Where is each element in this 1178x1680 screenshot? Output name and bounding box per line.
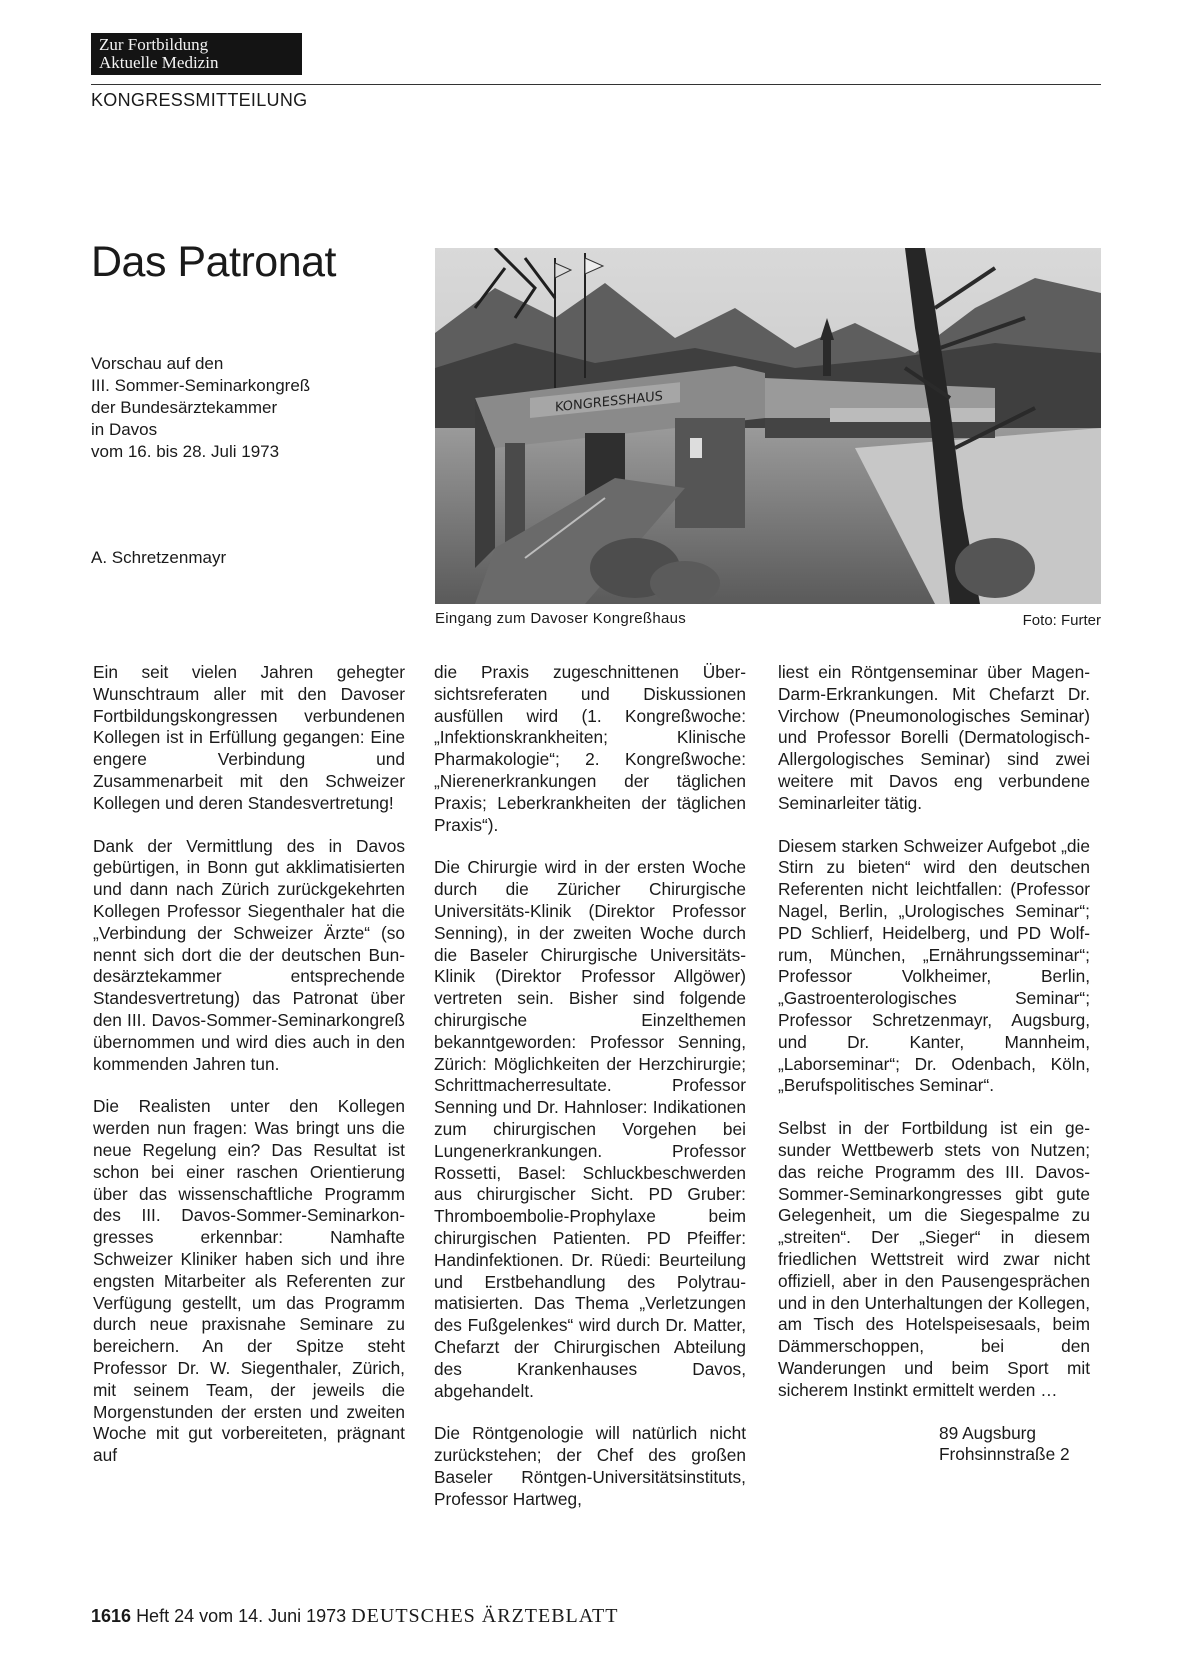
section-label-line2: Aktuelle Medizin: [99, 53, 219, 72]
subtitle-line: vom 16. bis 28. Juli 1973: [91, 442, 280, 461]
paragraph: Die Chirurgie wird in der ersten Woche durch die Züricher Chirurgische Universitäts-Klinik (Direktor Professor Senning), in der zweiten Woche durch die Baseler Chirurgische Universitäts-Klinik (Direktor Professor Allgöwer) vertreten sein. Bisher sind folgende chirurgische Einzelthemen bekanntgeworden: Professor Senning, Zürich: Möglichkeiten der Herzchirurgie; Schrittmacherresultate. Professor Senning und Dr. Hahnloser: Indikationen zum chirurgischen Vorgehen bei Lungenerkrankungen. Professor Rossetti, Basel: Schluckbeschwerden aus chirurgischer Sicht. PD Gruber: Thromboembolie-Prophylaxe beim chirurgischen Patienten. PD Pfeiffer: Handinfektionen. Dr. Rüedi: Beurteilung und Erstbehandlung des Polytraumatisierten. Das Thema „Verletzungen des Fußgelenkes“ wird durch Dr. Matter, Chefarzt der Chirurgischen Abteilung des Krankenhauses Davos, abgehandelt.: [434, 857, 746, 1401]
paragraph: liest ein Röntgenseminar über Magen-Darm-Erkrankungen. Mit Chefarzt Dr. Virchow (Pneumonologisches Seminar) und Professor Borelli (Dermatologisch-Allergologisches Seminar) sind zwei weitere mit Davos eng verbundene Seminarleiter tätig.: [778, 662, 1090, 813]
article-title: Das Patronat: [91, 238, 336, 286]
kongresshaus-photo: [435, 248, 1101, 604]
text-column-2: [434, 662, 746, 1531]
address-line: 89 Augsburg: [939, 1422, 1037, 1443]
author-address: [778, 1423, 1090, 1467]
author: A. Schretzenmayr: [91, 548, 227, 567]
header-rule: [91, 84, 1101, 85]
issue-info: Heft 24 vom 14. Juni 1973: [136, 1606, 347, 1626]
paragraph: Selbst in der Fortbildung ist ein gesunder Wettbewerb stets von Nutzen; das reiche Programm des III. Davos-Sommer-Seminarkongresses gibt gute Gelegenheit, um die Siegespalme zu „streiten“. Der „Sieger“ in diesem friedlichen Wettstreit wird zwar nicht offiziell, aber in den Pausengesprächen und in den Unterhaltungen der Kollegen, am Tisch des Hotelspeisesaals, beim Dämmerschoppen, bei den Wanderungen und beim Sport mit sicherem Instinkt ermittelt werden …: [778, 1118, 1090, 1400]
paragraph: Die Röntgenologie will natürlich nicht zurückstehen; der Chef des großen Baseler Röntgen-Universitätsinstituts, Professor Hartweg,: [434, 1423, 746, 1509]
subtitle-line: Vorschau auf den: [91, 354, 224, 373]
text-column-3: [778, 662, 1090, 1466]
journal-name: DEUTSCHES ÄRZTEBLATT: [351, 1605, 619, 1627]
paragraph: Die Realisten unter den Kollegen werden nun fragen: Was bringt uns die neue Regelung ein? Das Resultat ist schon bei einer raschen Orientierung über das wissenschaftliche Programm des III. Davos-Sommer-Seminarkongresses erkennbar: Namhafte Schweizer Kliniker haben sich und ihre engsten Mitarbeiter als Referenten zur Verfügung gestellt, um das Programm durch neue praxisnahe Seminare zu bereichern. An der Spitze steht Professor Dr. W. Siegenthaler, Zürich, mit seinem Team, der jeweils die Morgenstunden der ersten und zweiten Woche mit gut vorbereiteten, prägnant auf: [93, 1096, 405, 1466]
paragraph: Ein seit vielen Jahren gehegter Wunschtraum aller mit den Davoser Fortbildungskongressen verbundenen Kollegen ist in Erfüllung gegangen: Eine engere Verbindung und Zusammenarbeit mit den Schweizer Kollegen und deren Standesvertretung!: [93, 662, 405, 813]
section-label-line1: Zur Fortbildung: [99, 35, 209, 54]
page-footer: [91, 1605, 618, 1628]
paragraph: Diesem starken Schweizer Aufgebot „die Stirn zu bieten“ wird den deutschen Referenten nicht leichtfallen: (Professor Nagel, Berlin, „Urologisches Seminar“; PD Schlierf, Heidelberg, und PD Wolfrum, München, „Ernährungsseminar“; Professor Volkheimer, Berlin, „Gastroenterologisches Seminar“; Professor Schretzenmayr, Augsburg, und Dr. Kanter, Mannheim, „Laborseminar“; Dr. Odenbach, Köln, „Berufspolitisches Seminar“.: [778, 835, 1090, 1096]
kicker: KONGRESSMITTEILUNG: [91, 90, 308, 110]
section-label-box: [91, 33, 302, 75]
article-subtitle: [91, 353, 391, 463]
text-column-1: [93, 662, 405, 1488]
paragraph: die Praxis zugeschnittenen Übersichtsreferaten und Diskussionen ausfüllen wird (1. Kongreßwoche: „Infektionskrankheiten; Klinische Pharmakologie“; 2. Kongreßwoche: „Nierenerkrankungen der täglichen Praxis; Leberkrankheiten der täglichen Praxis“).: [434, 662, 746, 835]
paragraph: Dank der Vermittlung des in Davos gebürtigen, in Bonn gut akklimatisierten und dann nach Zürich zurückgekehrten Kollegen Professor Siegenthaler hat die „Verbindung der Schweizer Ärzte“ (so nennt sich dort die der deutschen Bundesärztekammer entsprechende Standesvertretung) das Patronat über den III. Davos-Sommer-Seminarkongreß übernommen und wird dies auch in den kommenden Jahren tun.: [93, 835, 405, 1074]
address-line: Frohsinnstraße 2: [939, 1444, 1070, 1465]
subtitle-line: III. Sommer-Seminarkongreß: [91, 376, 311, 395]
photo-caption: Eingang zum Davoser Kongreßhaus: [435, 610, 687, 627]
subtitle-line: in Davos: [91, 420, 158, 439]
photo-credit: Foto: Furter: [1022, 612, 1101, 629]
page-number: 1616: [91, 1606, 132, 1626]
subtitle-line: der Bundesärztekammer: [91, 398, 278, 417]
photo-sign: KONGRESSHAUS: [555, 389, 663, 416]
